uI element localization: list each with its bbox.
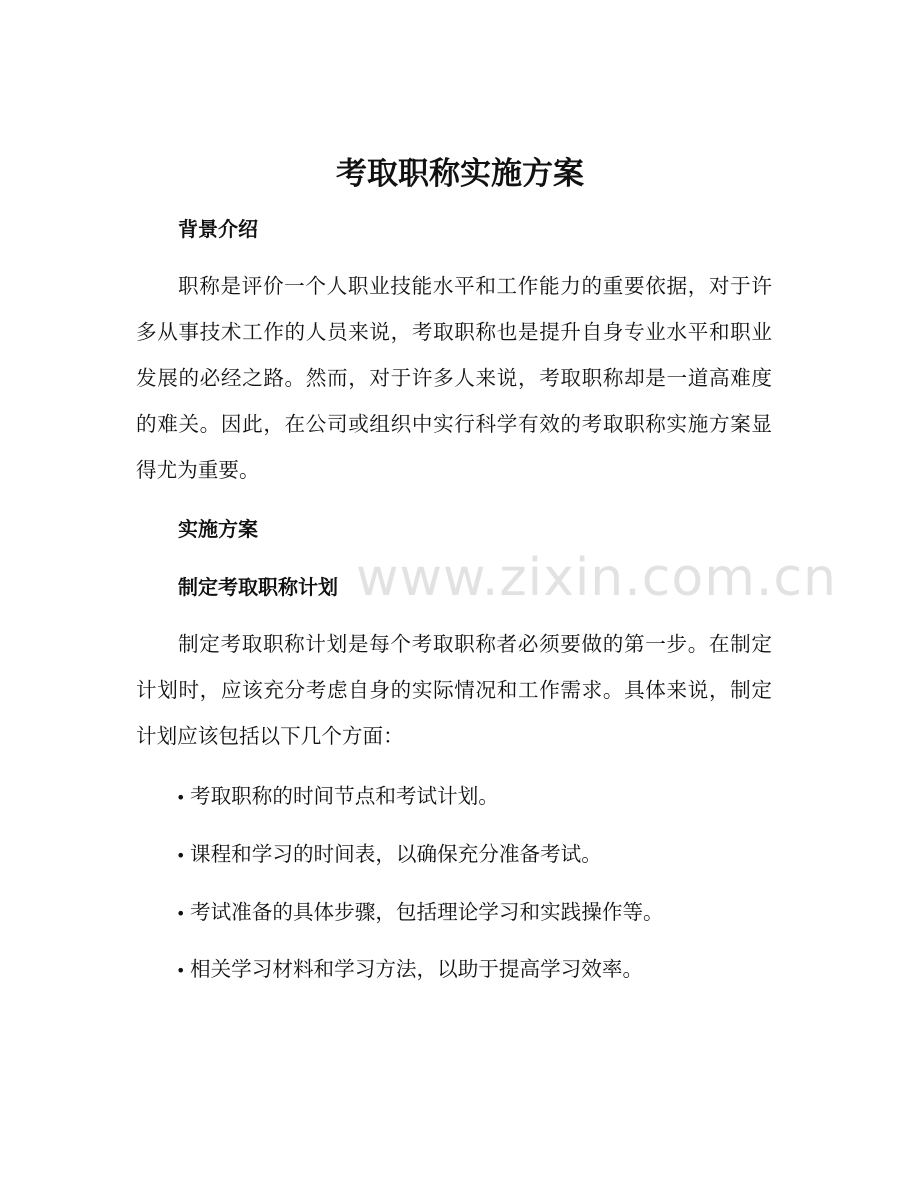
section-heading-background: 背景介绍 <box>178 217 258 241</box>
document-title: 考取职称实施方案 <box>336 156 584 192</box>
subheading-make-plan: 制定考取职称计划 <box>178 575 338 599</box>
bullet-item <box>176 954 643 986</box>
watermark: www.zixin.com.cn <box>356 548 837 608</box>
bullet-dot-icon: • <box>176 961 186 980</box>
bullet-item <box>176 897 664 929</box>
bullet-dot-icon: • <box>176 904 186 923</box>
bullet-text: 课程和学习的时间表，以确保充分准备考试。 <box>190 842 602 866</box>
section-heading-plan: 实施方案 <box>178 517 258 541</box>
bullet-dot-icon: • <box>176 846 186 865</box>
bullet-text: 考取职称的时间节点和考试计划。 <box>190 784 499 808</box>
bullet-text: 相关学习材料和学习方法，以助于提高学习效率。 <box>190 957 644 981</box>
background-paragraph: 职称是评价一个人职业技能水平和工作能力的重要依据，对于许多从事技术工作的人员来说，考取职称也是提升自身专业水平和职业发展的必经之路。然而，对于许多人来说，考取职称却是一道高难度的难关。因此，在公司或组织中实行科学有效的考取职称实施方案显得尤为重要。 <box>136 274 772 482</box>
bullet-dot-icon: • <box>176 788 186 807</box>
bullet-item <box>176 781 499 813</box>
bullet-item <box>176 839 602 871</box>
plan-paragraph: 制定考取职称计划是每个考取职称者必须要做的第一步。在制定计划时，应该充分考虑自身的实际情况和工作需求。具体来说，制定计划应该包括以下几个方面： <box>136 632 772 748</box>
bullet-text: 考试准备的具体步骤，包括理论学习和实践操作等。 <box>190 900 664 924</box>
